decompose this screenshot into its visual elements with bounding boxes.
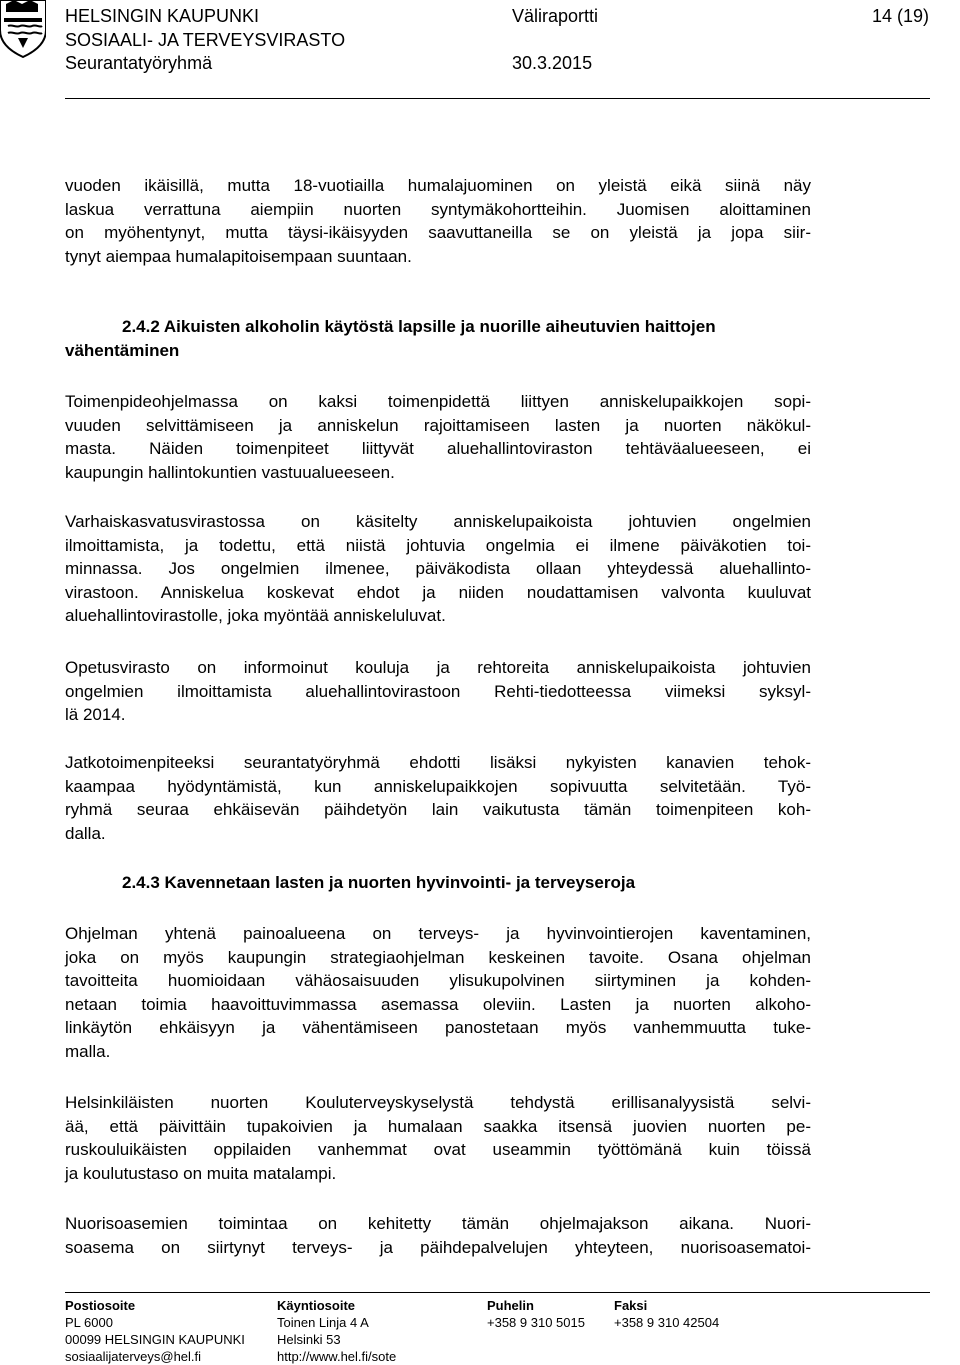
section-heading-2-4-2-line1: 2.4.2 Aikuisten alkoholin käytöstä lapsille ja nuorille aiheutuvien haittojen bbox=[122, 317, 716, 336]
paragraph-3 bbox=[65, 510, 811, 628]
text-line: dalla. bbox=[65, 823, 106, 843]
text-line: minnassa. Jos ongelmien ilmenee, päiväkodista ollaan yhteydessä aluehallinto- bbox=[65, 559, 811, 579]
footer-postal-label: Postiosoite bbox=[65, 1298, 136, 1313]
text-line: on myöhentynyt, mutta täysi-ikäisyyden saavuttaneilla se on yleistä ja jopa siir- bbox=[65, 223, 811, 243]
text-line: laskua verrattuna aiempiin nuorten syntymäkohortteihin. Juomisen aloittaminen bbox=[65, 199, 811, 219]
text-line: kaupungin hallintokuntien vastuualueeseen. bbox=[65, 462, 395, 482]
text-line: soasema on siirtynyt terveys- ja päihdepalvelujen yhteyteen, nuorisoasematoi- bbox=[65, 1237, 811, 1257]
header-doc-date: 30.3.2015 bbox=[512, 53, 593, 73]
text-line: tynyt aiempaa humalapitoisempaan suuntaan. bbox=[65, 246, 412, 266]
helsinki-crest-icon bbox=[0, 0, 46, 58]
paragraph-6 bbox=[65, 922, 811, 1064]
footer-visit-label: Käyntiosoite bbox=[277, 1298, 356, 1313]
text-line: Opetusvirasto on informoinut kouluja ja rehtoreita anniskelupaikoista johtuvien bbox=[65, 658, 811, 677]
text-line: Jatkotoimenpiteeksi seurantatyöryhmä ehdotti lisäksi nykyisten kanavien tehok- bbox=[65, 753, 811, 772]
footer-divider bbox=[65, 1292, 930, 1293]
paragraph-1 bbox=[65, 174, 811, 268]
paragraph-5 bbox=[65, 751, 811, 845]
text-line: Varhaiskasvatusvirastossa on käsitelty anniskelupaikoista johtuvien ongelmien bbox=[65, 512, 811, 531]
header-org-line2: SOSIAALI- JA TERVEYSVIRASTO bbox=[65, 30, 346, 50]
text-line: linkäytön ehkäisyyn ja vähentämiseen panostetaan myös vanhemmuutta tuke- bbox=[65, 1018, 811, 1038]
text-line: Toimenpideohjelmassa on kaksi toimenpidettä liittyen anniskelupaikkojen sopi- bbox=[65, 392, 811, 411]
header-org-line1: HELSINGIN KAUPUNKI bbox=[65, 6, 260, 26]
header-doc-type: Väliraportti bbox=[512, 6, 599, 26]
text-line: ilmoittamista, ja todettu, että niistä johtuvia ongelmia ei ilmene päiväkotien toi- bbox=[65, 535, 811, 555]
text-line: ruskouluikäisten oppilaiden vanhemmat ovat useammin työttömänä kuin töissä bbox=[65, 1140, 811, 1160]
text-line: vuuden selvittämiseen ja anniskelun rajoittamiseen lasten ja nuorten näkökul- bbox=[65, 415, 811, 435]
text-line: ää, että päivittäin tupakoivien ja humalaan saakka itsensä juovien nuorten pe- bbox=[65, 1116, 811, 1136]
footer-visit-line2: Helsinki 53 bbox=[277, 1332, 341, 1347]
footer-phone bbox=[487, 1297, 585, 1331]
footer-visit-line1: Toinen Linja 4 A bbox=[277, 1315, 369, 1330]
footer-phone-number: +358 9 310 5015 bbox=[487, 1315, 585, 1330]
paragraph-7 bbox=[65, 1091, 811, 1185]
text-line: virastoon. Anniskelua koskevat ehdot ja niiden noudattamisen valvonta kuuluvat bbox=[65, 582, 811, 602]
text-line: Ohjelman yhtenä painoalueena on terveys- ja hyvinvointierojen kaventaminen, bbox=[65, 924, 811, 943]
footer-fax bbox=[614, 1297, 719, 1331]
text-line: vuoden ikäisillä, mutta 18-vuotiailla humalajuominen on yleistä eikä siinä näy bbox=[65, 176, 811, 195]
footer-postal bbox=[65, 1297, 245, 1365]
text-line: netaan toimia haavoittuvimmassa asemassa oleviin. Lasten ja nuorten alkoho- bbox=[65, 994, 811, 1014]
header-org-line3: Seurantatyöryhmä bbox=[65, 53, 213, 73]
text-line: masta. Näiden toimenpiteet liittyvät aluehallintoviraston tehtäväalueeseen, ei bbox=[65, 439, 811, 459]
text-line: Nuorisoasemien toimintaa on kehitetty tämän ohjelmajakson aikana. Nuori- bbox=[65, 1214, 811, 1233]
paragraph-4 bbox=[65, 656, 811, 727]
footer-visit bbox=[277, 1297, 396, 1365]
text-line: ryhmä seuraa ehkäisevän päihdetyön lain vaikutusta tämän toimenpiteen koh- bbox=[65, 800, 811, 820]
text-line: tavoitteita huomioidaan vähäosaisuuden ylisukupolvinen siirtyminen ja kohden- bbox=[65, 971, 811, 991]
text-line: lä 2014. bbox=[65, 705, 126, 725]
text-line: kaampaa hyödyntämistä, kun anniskelupaikkojen sopivuutta selvitetään. Työ- bbox=[65, 776, 811, 796]
footer-phone-label: Puhelin bbox=[487, 1298, 534, 1313]
text-line: aluehallintovirastolle, joka myöntää anniskeluluvat. bbox=[65, 606, 446, 626]
section-heading-2-4-2-line2: vähentäminen bbox=[65, 341, 180, 360]
section-heading-2-4-3: 2.4.3 Kavennetaan lasten ja nuorten hyvinvointi- ja terveyseroja bbox=[122, 873, 636, 892]
footer-email-link[interactable]: sosiaalijaterveys@hel.fi bbox=[65, 1349, 202, 1364]
footer-postal-line2: 00099 HELSINGIN KAUPUNKI bbox=[65, 1332, 245, 1347]
footer-postal-line1: PL 6000 bbox=[65, 1315, 113, 1330]
text-line: Helsinkiläisten nuorten Kouluterveyskyselystä tehdystä erillisanalyysistä selvi- bbox=[65, 1093, 811, 1112]
header-page-number: 14 (19) bbox=[872, 6, 930, 26]
text-line: joka on myös kaupungin strategiaohjelman keskeinen tavoite. Osana ohjelman bbox=[65, 947, 811, 967]
paragraph-8 bbox=[65, 1212, 811, 1259]
paragraph-2 bbox=[65, 390, 811, 484]
footer-fax-number: +358 9 310 42504 bbox=[614, 1315, 720, 1330]
footer-web-link[interactable]: http://www.hel.fi/sote bbox=[277, 1349, 397, 1364]
text-line: ja koulutustaso on muita matalampi. bbox=[65, 1163, 337, 1183]
footer-fax-label: Faksi bbox=[614, 1298, 648, 1313]
header-divider bbox=[65, 98, 930, 99]
text-line: ongelmien ilmoittamista aluehallintovirastoon Rehti-tiedotteessa viimeksi syksyl- bbox=[65, 681, 811, 701]
text-line: malla. bbox=[65, 1041, 111, 1061]
